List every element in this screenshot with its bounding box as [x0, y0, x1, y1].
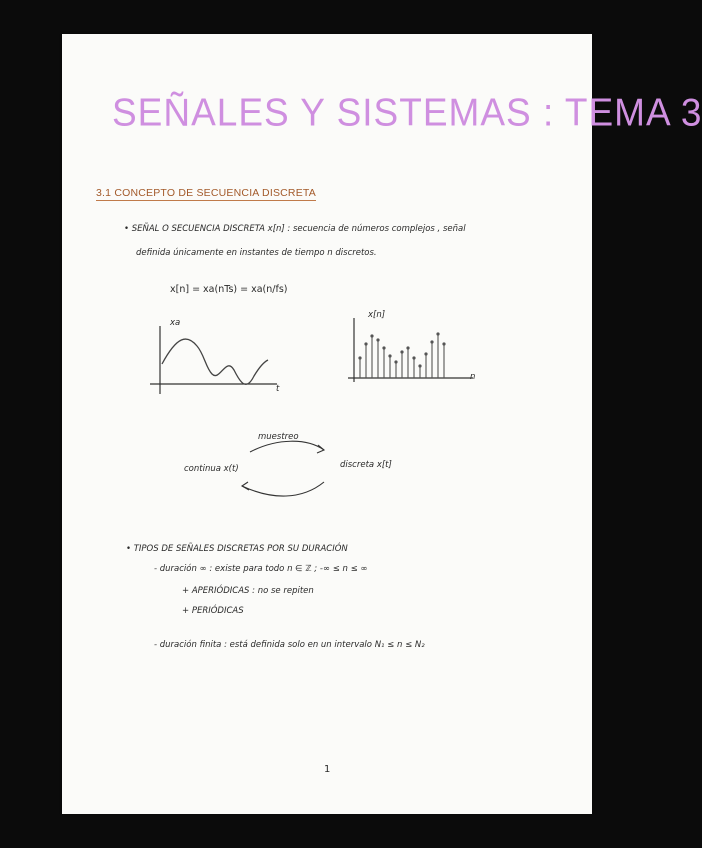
types-heading: • TIPOS DE SEÑALES DISCRETAS POR SU DURACIÓN	[126, 544, 348, 554]
discrete-label: discreta x[t]	[340, 460, 392, 470]
notebook-page	[62, 34, 702, 814]
definition-line-2: definida únicamente en instantes de tiempo n discretos.	[136, 248, 377, 258]
types-finite: - duración finita : está definida solo en un intervalo N₁ ≤ n ≤ N₂	[154, 640, 425, 650]
page-number: 1	[324, 764, 331, 775]
sampling-arrow-label: muestreo	[258, 432, 299, 442]
types-periodic: + PERIÓDICAS	[182, 606, 244, 616]
section-heading: 3.1 CONCEPTO DE SECUENCIA DISCRETA	[96, 187, 316, 199]
graph-left-xlabel: t	[276, 384, 280, 394]
continuous-signal-graph	[142, 326, 292, 406]
sampling-formula: x[n] = xa(nTs) = xa(n/fs)	[170, 284, 288, 295]
continuous-label: continua x(t)	[184, 464, 239, 474]
types-infinite: - duración ∞ : existe para todo n ∈ ℤ ; -∞ ≤ n ≤ ∞	[154, 564, 368, 574]
definition-line-1: • SEÑAL O SECUENCIA DISCRETA x[n] : secuencia de números complejos , señal	[124, 224, 466, 234]
graph-left-ylabel: xa	[170, 318, 181, 328]
sampling-arrows	[232, 442, 352, 502]
page-title: SEÑALES Y SISTEMAS : TEMA 3	[112, 90, 702, 134]
discrete-signal-graph	[348, 318, 478, 398]
graph-right-ylabel: x[n]	[368, 310, 386, 320]
types-aperiodic: + APERIÓDICAS : no se repiten	[182, 586, 314, 596]
graph-right-xlabel: n	[470, 372, 476, 382]
